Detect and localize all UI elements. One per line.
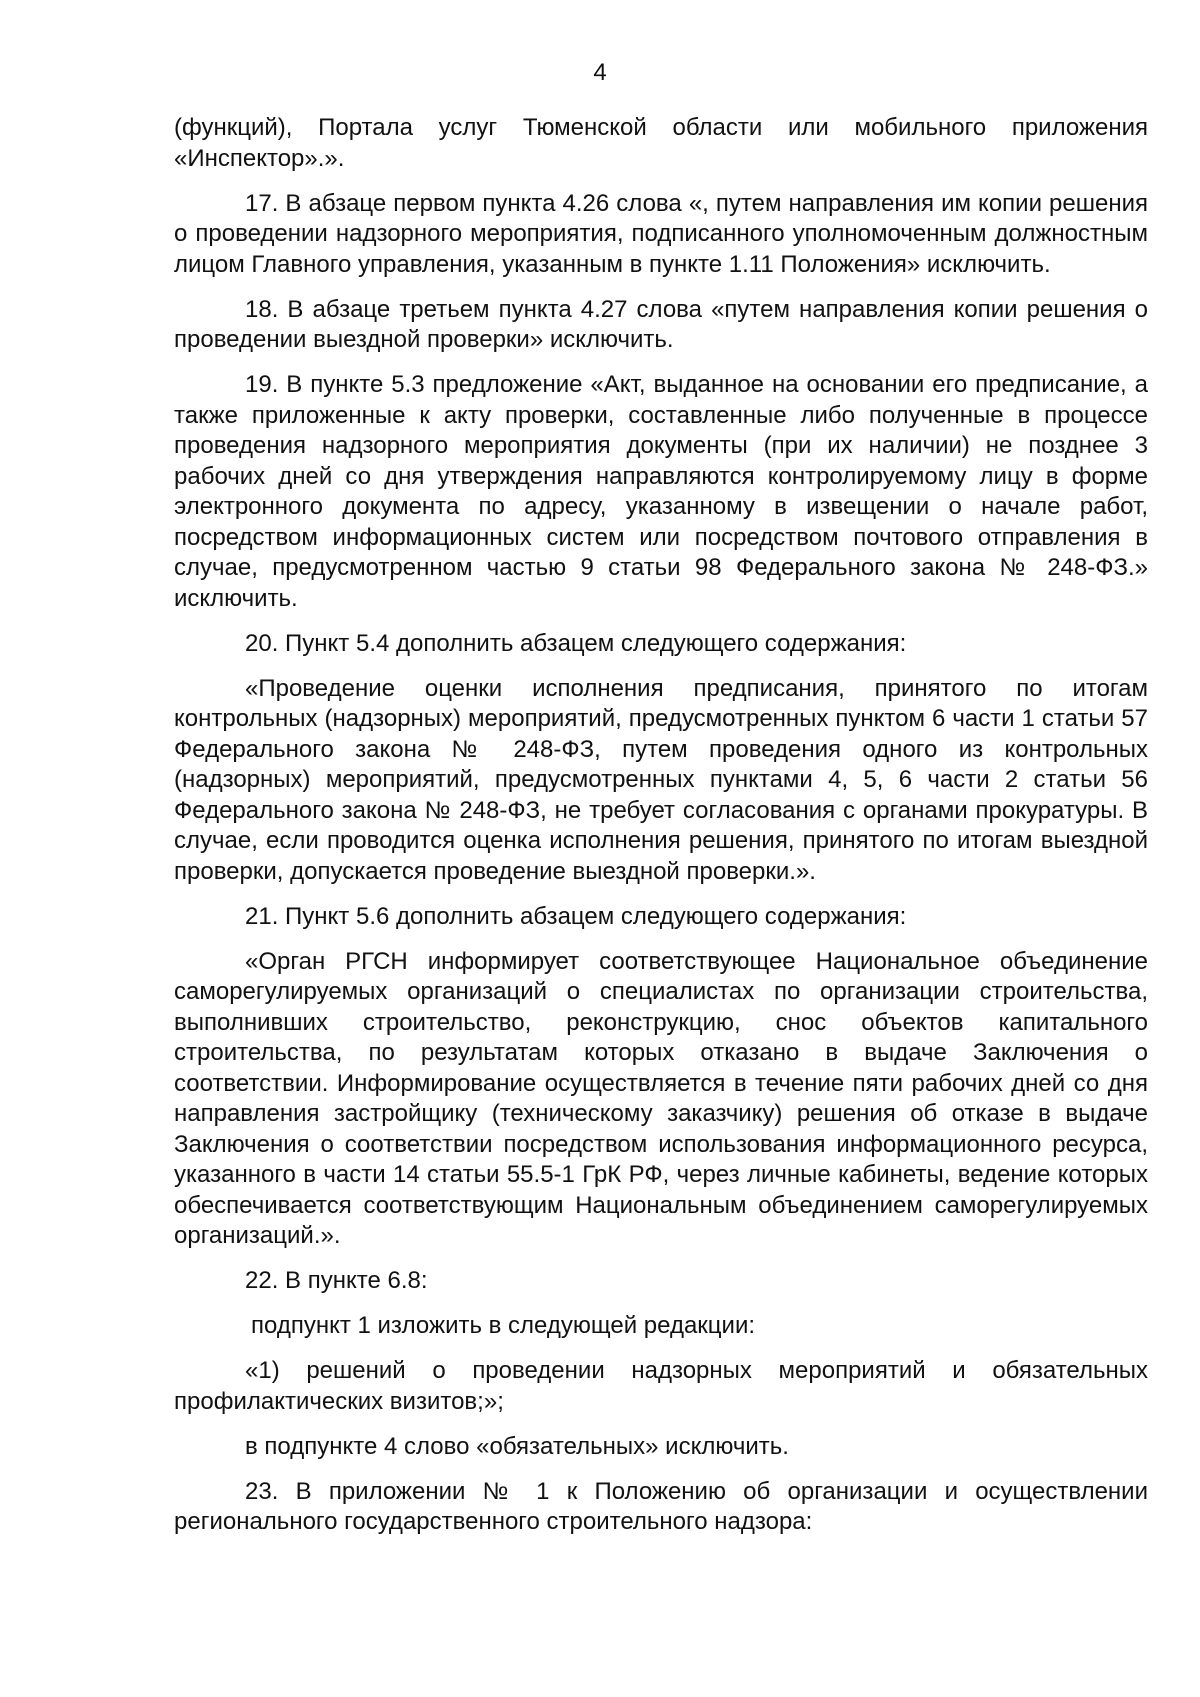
- paragraph-item-20: 20. Пункт 5.4 дополнить абзацем следующего содержания:: [245, 629, 907, 657]
- paragraph-item-21: 21. Пункт 5.6 дополнить абзацем следующего содержания:: [245, 902, 907, 930]
- paragraph-item-17: 17. В абзаце первом пункта 4.26 слова «, путем направления им копии решения о проведении надзорного мероприятия, подписанного уполномоченным должностным лицом Главного управления, указанным в пункте 1.11 Положения» исключить.: [174, 189, 1148, 278]
- paragraph-quote-5-6: «Орган РГСН информирует соответствующее Национальное объединение саморегулируемых организаций о специалистах по организации строительства, выполнивших строительство, реконструкцию, снос объектов капитального строительства, по результатам которых отказано в выдаче Заключения о соответствии. Информирование осуществляется в течение пяти рабочих дней со дня направления застройщику (техническому заказчику) решения об отказе в выдаче Заключения о соответствии посредством использования информационного ресурса, указанного в части 14 статьи 55.5-1 ГрК РФ, через личные кабинеты, ведение которых обеспечивается соответствующим Национальным объединением саморегулируемых организаций.».: [174, 947, 1148, 1249]
- paragraph-item-18: 18. В абзаце третьем пункта 4.27 слова «путем направления копии решения о проведении выездной проверки» исключить.: [174, 295, 1148, 353]
- paragraph-quote-subitem-1: «1) решений о проведении надзорных мероприятий и обязательных профилактических визитов;»;: [174, 1357, 1148, 1415]
- paragraph-subitem-4: в подпункте 4 слово «обязательных» исключить.: [245, 1432, 789, 1460]
- paragraph-continuation: (функций), Портала услуг Тюменской области или мобильного приложения «Инспектор».».: [174, 114, 1148, 172]
- document-body: [174, 113, 1148, 1538]
- page-number: 4: [593, 59, 607, 86]
- paragraph-subitem-1: подпункт 1 изложить в следующей редакции:: [251, 1312, 756, 1339]
- paragraph-item-23: 23. В приложении № 1 к Положению об организации и осуществлении регионального государственного строительного надзора:: [174, 1477, 1148, 1535]
- paragraph-quote-5-4: «Проведение оценки исполнения предписания, принятого по итогам контрольных (надзорных) мероприятий, предусмотренных пунктом 6 части 1 статьи 57 Федерального закона № 248-ФЗ, путем проведения одного из контрольных (надзорных) мероприятий, предусмотренных пунктами 4, 5, 6 части 2 статьи 56 Федерального закона № 248-ФЗ, не требует согласования с органами прокуратуры. В случае, если проводится оценка исполнения решения, принятого по итогам выездной проверки, допускается проведение выездной проверки.».: [174, 674, 1148, 885]
- paragraph-item-22: 22. В пункте 6.8:: [245, 1267, 428, 1294]
- paragraph-item-19: 19. В пункте 5.3 предложение «Акт, выданное на основании его предписание, а также приложенные к акту проверки, составленные либо полученные в процессе проведения надзорного мероприятия документы (при их наличии) не позднее 3 рабочих дней со дня утверждения направляются контролируемому лицу в форме электронного документа по адресу, указанному в извещении о начале работ, посредством информационных систем или посредством почтового отправления в случае, предусмотренном частью 9 статьи 98 Федерального закона № 248-ФЗ.» исключить.: [174, 371, 1148, 612]
